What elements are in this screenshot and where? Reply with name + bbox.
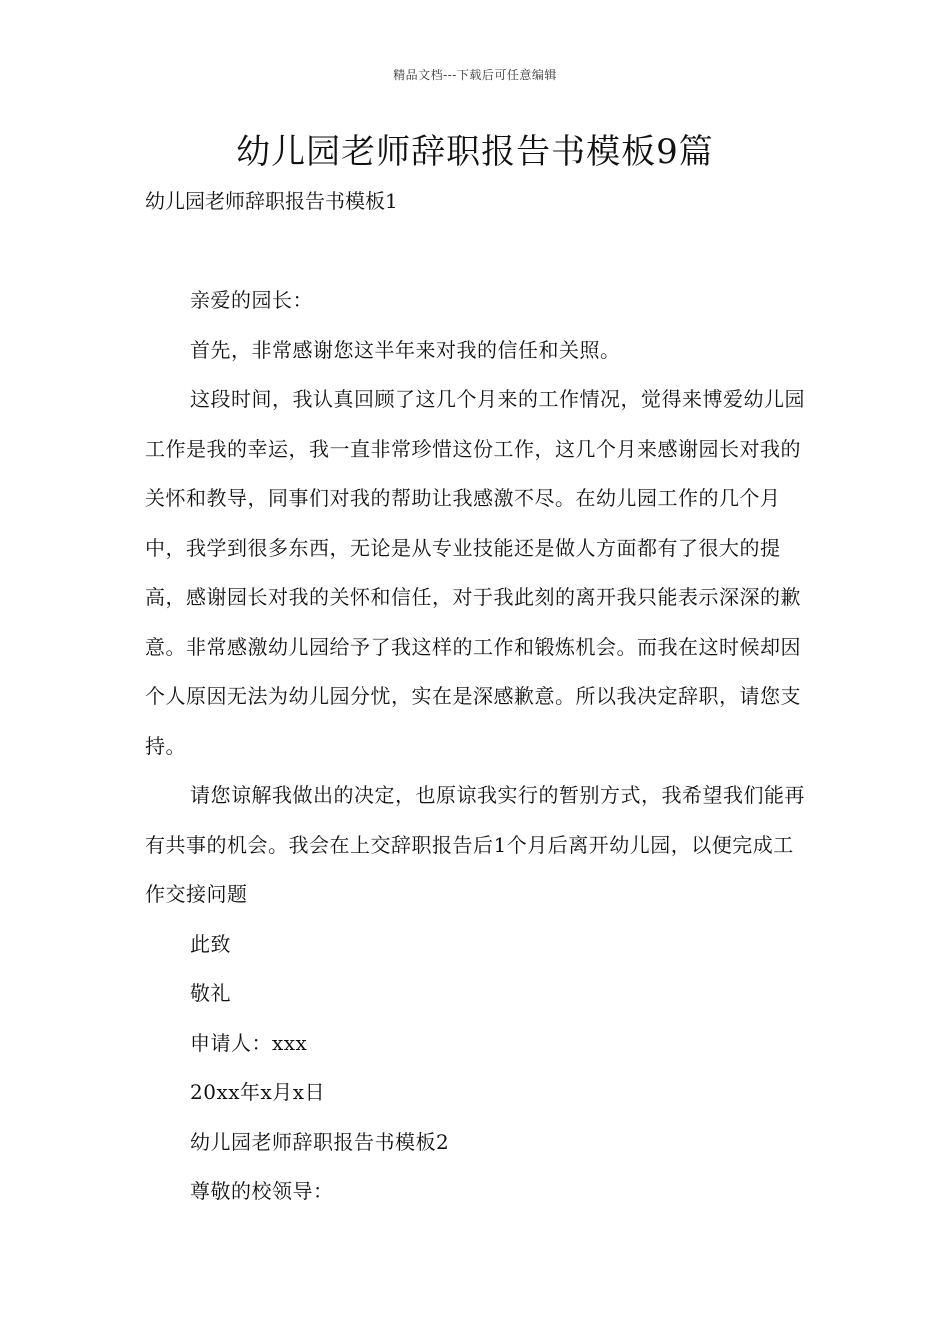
letter1-body	[145, 276, 810, 1217]
letter1-paragraph-2: 这段时间，我认真回顾了这几个月来的工作情况，觉得来博爱幼儿园工作是我的幸运，我一直非常珍惜这份工作，这几个月来感谢园长对我的关怀和教导，同事们对我的帮助让我感激不尽。在幼儿园工作的几个月中，我学到很多东西，无论是从专业技能还是做人方面都有了很大的提高，感谢园长对我的关怀和信任，对于我此刻的离开我只能表示深深的歉意。非常感激幼儿园给予了我这样的工作和锻炼机会。而我在这时候却因个人原因无法为幼儿园分忧，实在是深感歉意。所以我决定辞职，请您支持。	[145, 387, 805, 758]
letter1-paragraph-1: 首先，非常感谢您这半年来对我的信任和关照。	[190, 337, 621, 362]
section2-title: 幼儿园老师辞职报告书模板2	[190, 1129, 450, 1154]
letter1-closing-1: 此致	[190, 931, 231, 956]
section1-title: 幼儿园老师辞职报告书模板1	[145, 189, 398, 213]
document-title: 幼儿园老师辞职报告书模板9篇	[236, 132, 714, 172]
letter1-applicant: 申请人：xxx	[190, 1030, 308, 1055]
letter2-greeting: 尊敬的校领导：	[190, 1179, 334, 1203]
header-note: 精品文档---下载后可任意编辑	[393, 68, 557, 82]
letter1-date: 20xx年x月x日	[190, 1080, 326, 1104]
letter1-paragraph-3: 请您谅解我做出的决定，也原谅我实行的暂别方式，我希望我们能再有共事的机会。我会在上交辞职报告后1个月后离开幼儿园，以便完成工作交接问题	[145, 783, 805, 906]
letter1-greeting: 亲爱的园长：	[190, 288, 313, 312]
letter1-closing-2: 敬礼	[190, 981, 231, 1005]
